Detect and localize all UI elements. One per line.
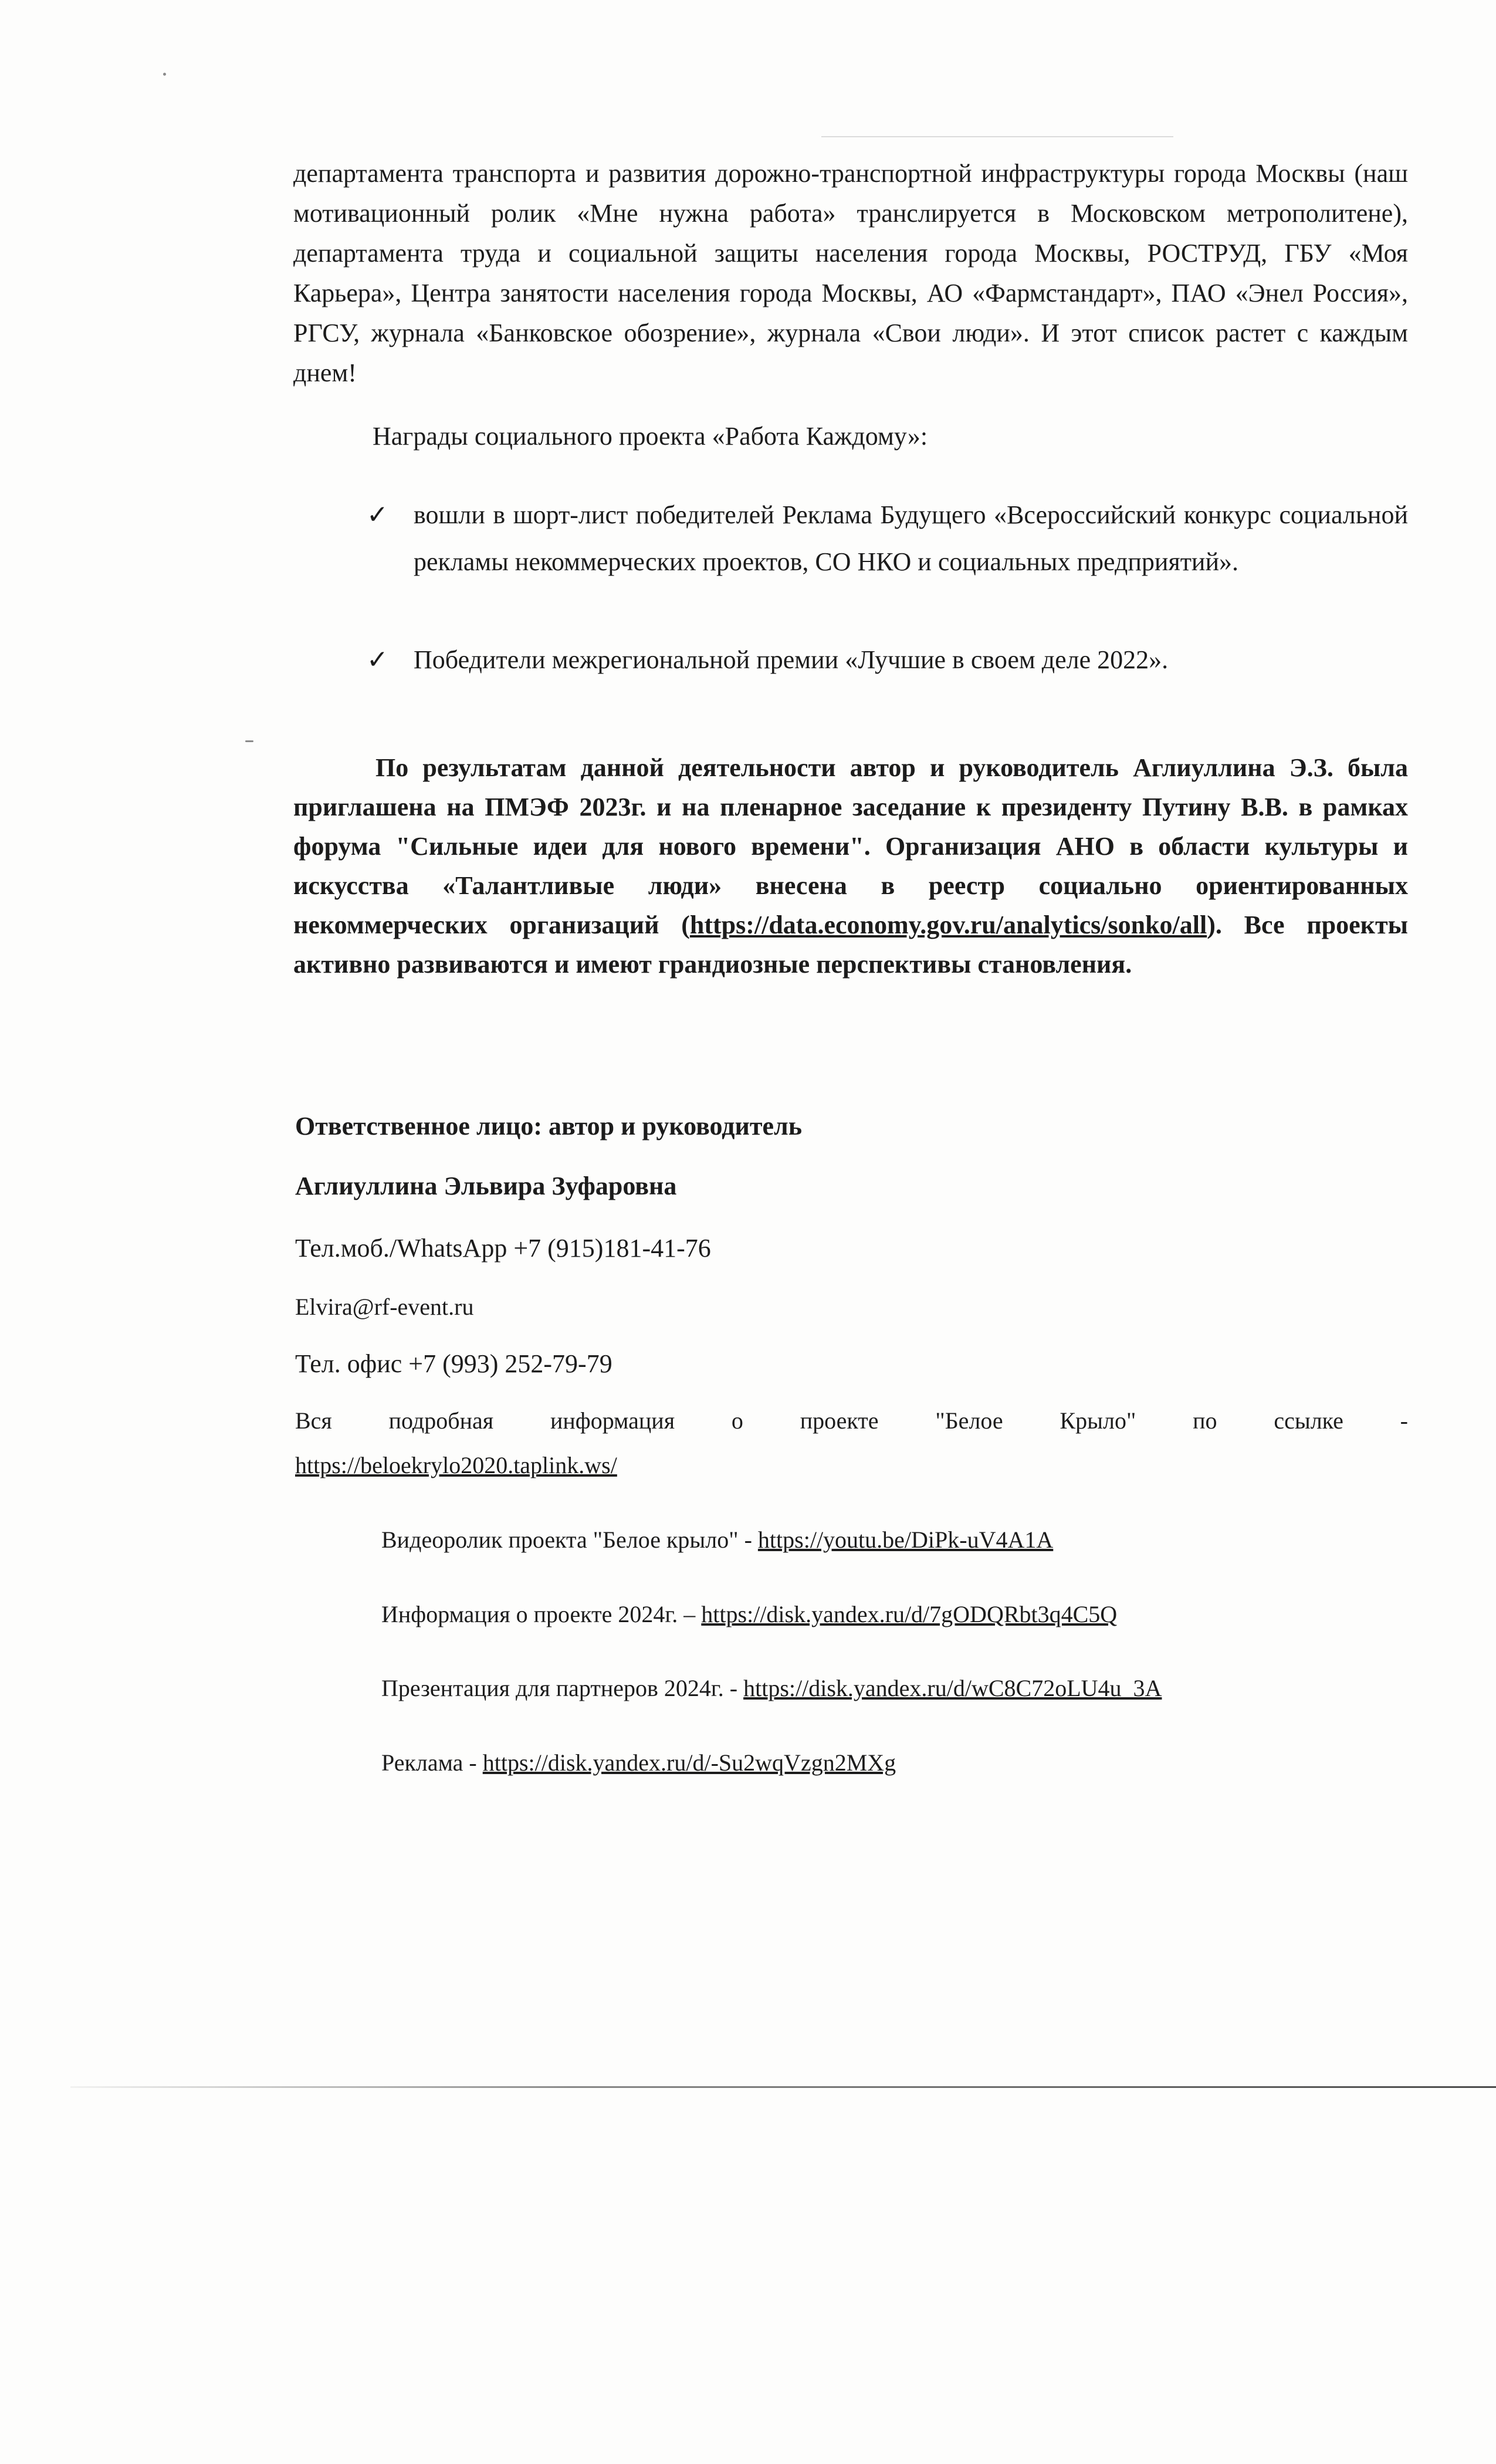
video-link[interactable]: https://youtu.be/DiPk-uV4A1A: [757, 1527, 1054, 1553]
awards-title: Награды социального проекта «Работа Каждому»:: [373, 422, 928, 451]
award-item: [367, 637, 1408, 683]
results-paragraph: [293, 748, 1408, 984]
info-link-wrapper: [295, 1448, 617, 1483]
advertising-link[interactable]: https://disk.yandex.ru/d/-Su2wqVzgn2MXg: [482, 1749, 896, 1776]
sonko-registry-link[interactable]: https://data.economy.gov.ru/analytics/sonko/all: [689, 911, 1207, 939]
contact-phone: Тел.моб./WhatsApp +7 (915)181-41-76: [295, 1234, 711, 1263]
info-2024-link-line: [381, 1597, 1117, 1632]
contact-name: Аглиуллина Эльвира Зуфаровна: [295, 1172, 677, 1200]
scan-artifact: [821, 136, 1173, 137]
award-text: Победители межрегиональной премии «Лучшие в своем деле 2022».: [414, 645, 1169, 674]
contact-office-phone: Тел. офис +7 (993) 252-79-79: [295, 1349, 612, 1378]
advertising-link-line: [381, 1745, 896, 1781]
contact-email: Elvira@rf-event.ru: [295, 1294, 474, 1320]
video-link-line: [381, 1522, 1053, 1558]
scan-speck: [163, 73, 166, 76]
page-bottom-rule: [70, 2086, 1496, 2088]
results-text-end: ). Все проекты активно развиваются и имеют грандиозные перспективы становления.: [293, 911, 1408, 979]
taplink-link[interactable]: https://beloekrylo2020.taplink.ws/: [295, 1452, 617, 1478]
award-text: вошли в шорт-лист победителей Реклама Будущего «Всероссийский конкурс социальной рекламы некоммерческих проектов, СО НКО и социальных предприятий».: [414, 500, 1408, 576]
presentation-link[interactable]: https://disk.yandex.ru/d/wC8C72oLU4u_3A: [743, 1675, 1162, 1701]
info-text: Вся подробная информация о проекте "Белое Крыло" по ссылке -: [295, 1407, 1408, 1434]
check-mark-icon: ✓: [367, 500, 388, 530]
link-label: Реклама -: [381, 1749, 483, 1776]
results-text: По результатам данной деятельности автор и руководитель Аглиуллина Э.З. была приглашена на ПМЭФ 2023г. и на пленарное заседание к президенту Путину В.В. в рамках форума "Сильные идеи для нового времени". Организация АНО в области культуры и искусства «Талантливые люди» внесена в реестр социально ориентированных некоммерческих организаций (: [293, 753, 1408, 939]
info-2024-link[interactable]: https://disk.yandex.ru/d/7gODQRbt3q4C5Q: [701, 1601, 1118, 1627]
link-label: Информация о проекте 2024г. –: [381, 1601, 702, 1627]
link-label: Видеоролик проекта "Белое крыло" -: [381, 1527, 758, 1553]
link-label: Презентация для партнеров 2024г. -: [381, 1675, 744, 1701]
intro-paragraph: департамента транспорта и развития дорожно-транспортной инфраструктуры города Москвы (наш мотивационный ролик «Мне нужна работа» транслируется в Московском метрополитене), департамента труда и социальной защиты населения города Москвы, РОСТРУД, ГБУ «Моя Карьера», Центра занятости населения города Москвы, АО «Фармстандарт», ПАО «Энел Россия», РГСУ, журнала «Банковское обозрение», журнала «Свои люди». И этот список растет с каждым днем!: [293, 159, 1408, 387]
presentation-link-line: [381, 1671, 1162, 1706]
contact-title: Ответственное лицо: автор и руководитель: [295, 1112, 802, 1140]
check-mark-icon: ✓: [367, 645, 388, 675]
award-item: [367, 492, 1408, 585]
scan-speck: [245, 740, 253, 742]
